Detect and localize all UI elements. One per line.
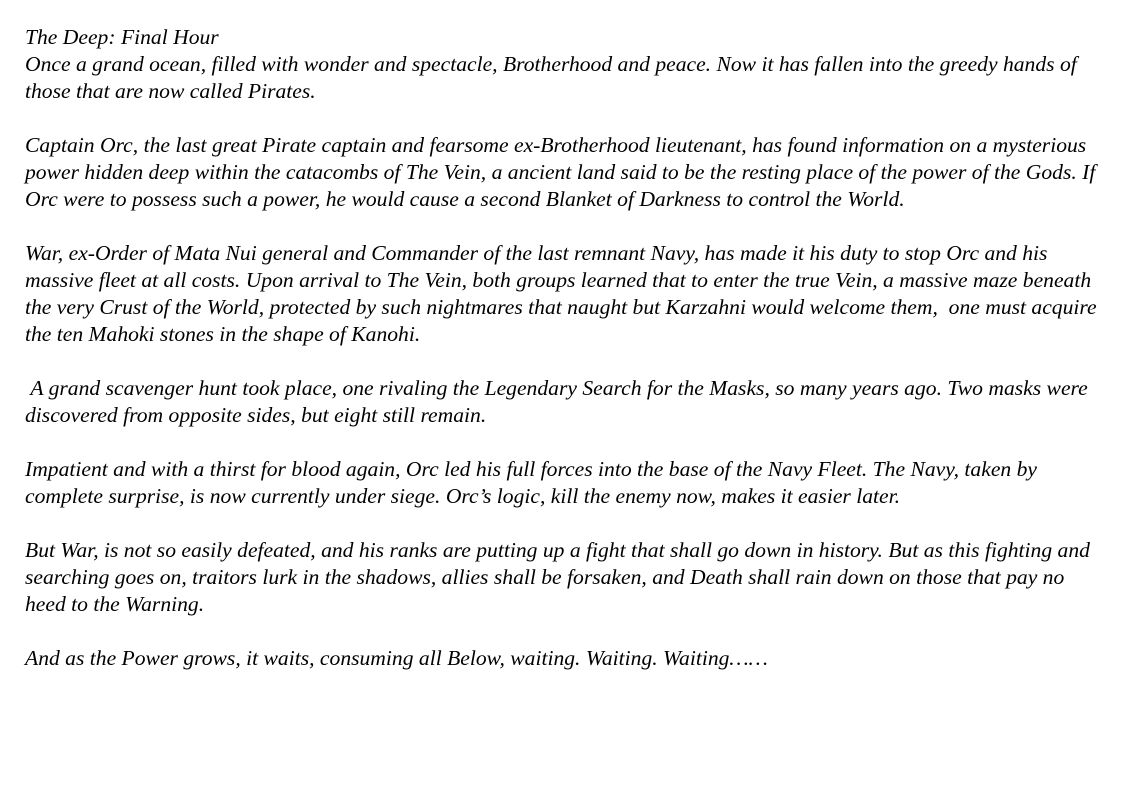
paragraph-captain-orc: Captain Orc, the last great Pirate captain and fearsome ex-Brotherhood lieutenant, has found information on a mysterious power hidden deep within the catacombs of The Vein, a ancient land said to be the resting place of the power of the Gods. If Orc were to possess such a power, he would cause a second Blanket of Darkness to control the World. [25, 133, 1101, 211]
paragraph-traitors: But War, is not so easily defeated, and his ranks are putting up a fight that shall go down in history. But as this fighting and searching goes on, traitors lurk in the shadows, allies shall be forsaken, and Death shall rain down on those that pay no heed to the Warning. [25, 538, 1096, 616]
paragraph-scavenger-hunt: A grand scavenger hunt took place, one rivaling the Legendary Search for the Masks, so many years ago. Two masks were discovered from opposite sides, but eight still remain. [25, 376, 1094, 427]
paragraph-war: War, ex-Order of Mata Nui general and Commander of the last remnant Navy, has made it his duty to stop Orc and his massive fleet at all costs. Upon arrival to The Vein, both groups learned that to enter the true Vein, a massive maze beneath the very Crust of the World, protected by such nightmares that naught but Karzahni would welcome them, one must acquire the ten Mahoki stones in the shape of Kanohi. [25, 241, 1102, 346]
paragraph-power-waits: And as the Power grows, it waits, consuming all Below, waiting. Waiting. Waiting…… [25, 646, 768, 670]
document-title: The Deep: Final Hour [25, 25, 219, 49]
document-body [25, 24, 1105, 699]
paragraph-siege: Impatient and with a thirst for blood again, Orc led his full forces into the base of the Navy Fleet. The Navy, taken by complete surprise, is now currently under siege. Orc’s logic, kill the enemy now, makes it easier later. [25, 457, 1043, 508]
paragraph-intro: Once a grand ocean, filled with wonder and spectacle, Brotherhood and peace. Now it has fallen into the greedy hands of those that are now called Pirates. [25, 52, 1083, 103]
